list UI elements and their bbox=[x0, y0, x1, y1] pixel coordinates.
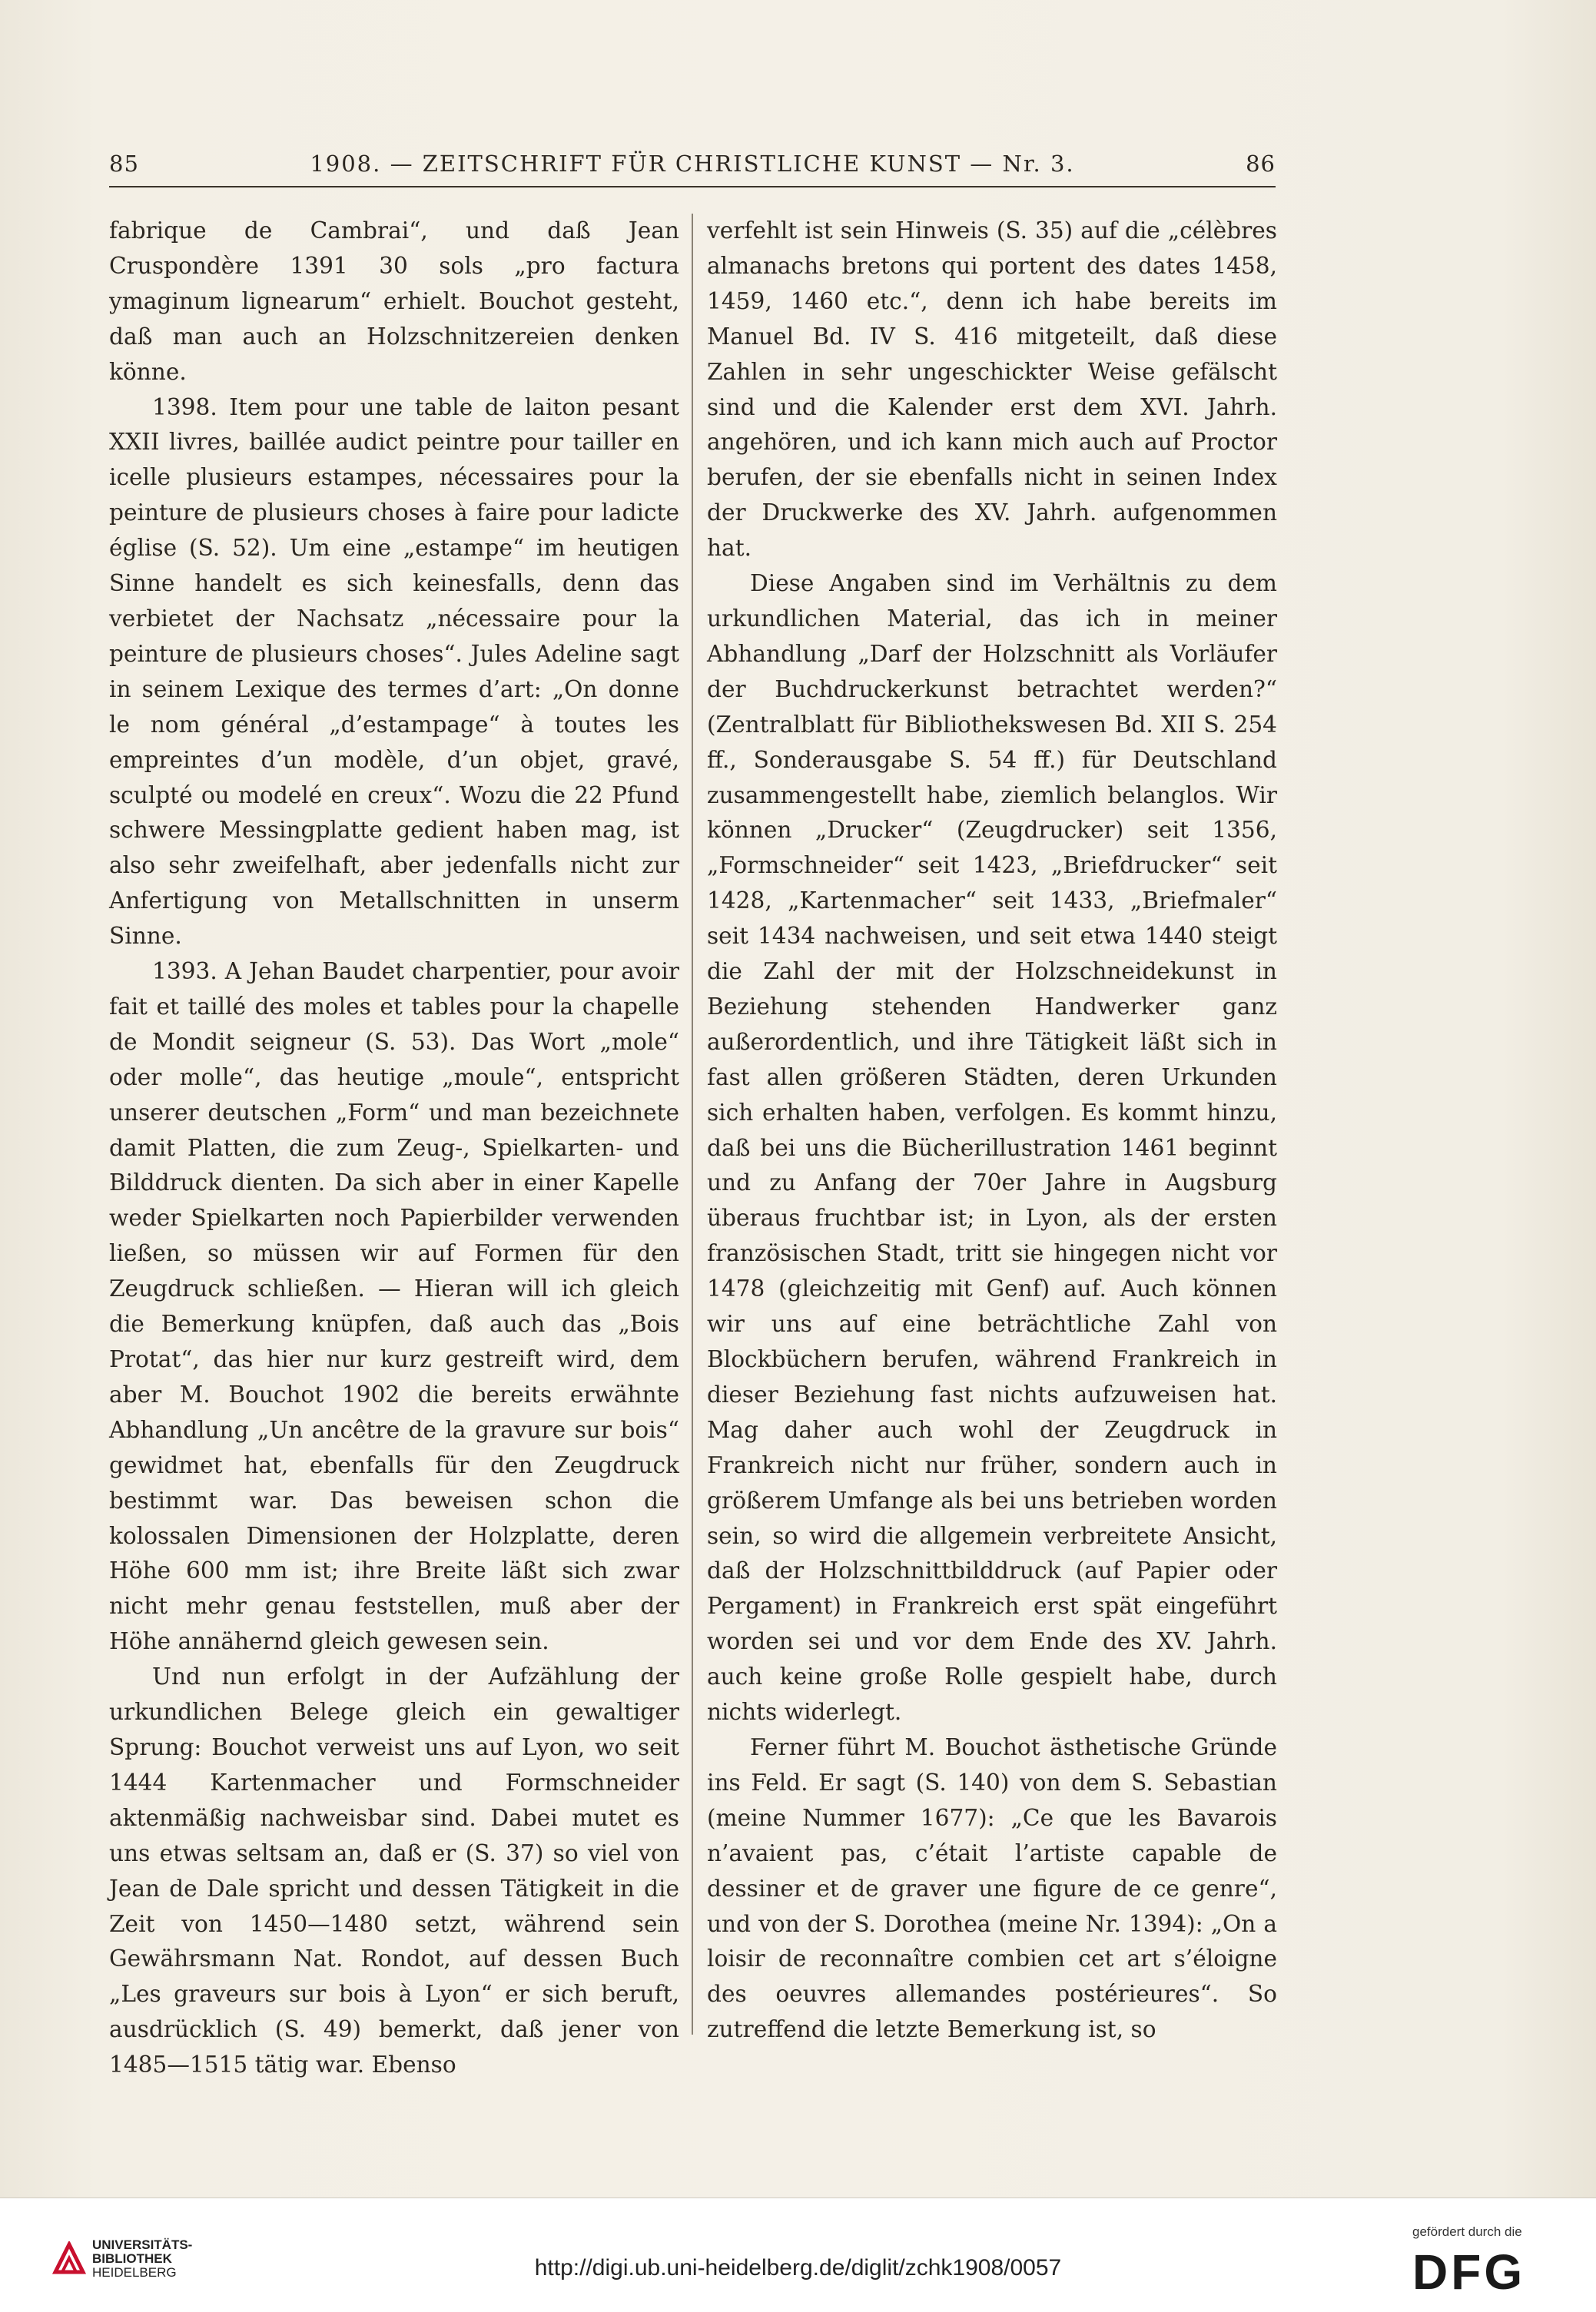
dfg-logo: DFG bbox=[1412, 2244, 1526, 2300]
page-number-right: 86 bbox=[1246, 151, 1276, 177]
paragraph: Und nun erfolgt in der Aufzählung der urkundlichen Belege gleich ein gewaltiger Sprung: Bouchot verweist uns auf Lyon, wo seit 1444 Kartenmacher und Formschneider aktenmäßig nachweisbar sind. Dabei mutet es uns etwas seltsam an, daß er (S. 37) so viel von Jean de Dale spricht und dessen Tätigkeit in die Zeit von 1450—1480 setzt, während sein Gewährsmann Nat. Rondot, auf dessen Buch „Les graveurs sur bois à Lyon“ er sich beruft, ausdrücklich (S. 49) bemerkt, daß jener von 1485—1515 tätig war. Ebenso bbox=[109, 1664, 679, 2078]
text-column-right bbox=[707, 214, 1277, 2048]
paragraph: Diese Angaben sind im Verhältnis zu dem urkundlichen Material, das ich in meiner Abhandlung „Darf der Holzschnitt als Vorläufer der Buchdruckerkunst betrachtet werden?“ (Zentralblatt für Bibliothekswesen Bd. XII S. 254 ff., Sonderausgabe S. 54 ff.) für Deutschland zusammengestellt habe, ziemlich belanglos. Wir können „Drucker“ (Zeugdrucker) seit 1356, „Formschneider“ seit 1423, „Briefdrucker“ seit 1428, „Kartenmacher“ seit 1433, „Briefmaler“ seit 1434 nachweisen, und seit etwa 1440 steigt die Zahl der mit der Holzschneidekunst in Beziehung stehenden Handwerker ganz außerordentlich, und ihre Tätigkeit läßt sich in fast allen größeren Städten, deren Urkunden sich erhalten haben, verfolgen. Es kommt hinzu, daß bei uns die Bücherillustration 1461 beginnt und zu Anfang der 70er Jahre in Augsburg überaus fruchtbar ist; in Lyon, als der ersten französischen Stadt, tritt sie hingegen nicht vor 1478 (gleichzeitig mit Genf) auf. Auch können wir uns auf eine beträchtliche Zahl von Blockbüchern berufen, während Frankreich in dieser Beziehung fast nichts aufzuweisen hat. Mag daher auch wohl der Zeugdruck in Frankreich nicht nur früher, sondern auch in größerem Umfange als bei uns betrieben worden sein, so wird die allgemein verbreitete Ansicht, daß der Holzschnittbilddruck (auf Papier oder Pergament) in Frankreich erst spät eingeführt worden sei und vor dem Ende des XV. Jahrh. auch keine große Rolle gespielt habe, durch nichts widerlegt. bbox=[707, 570, 1277, 1726]
text-column-left bbox=[109, 214, 679, 2083]
paragraph: verfehlt ist sein Hinweis (S. 35) auf die „célèbres almanachs bretons qui portent des dates 1458, 1459, 1460 etc.“, denn ich habe bereits im Manuel Bd. IV S. 416 mitgeteilt, daß diese Zahlen in sehr ungeschickter Weise gefälscht sind und die Kalender erst dem XVI. Jahrh. angehören, und ich kann mich auch auf Proctor berufen, der sie ebenfalls nicht in seinen Index der Druckwerke des XV. Jahrh. aufgenommen hat. bbox=[707, 217, 1277, 562]
paragraph: fabrique de Cambrai“, und daß Jean Cruspondère 1391 30 sols „pro factura ymaginum lignearum“ erhielt. Bouchot gesteht, daß man auch an Holzschnitzereien denken könne. bbox=[109, 217, 679, 385]
page-number-left: 85 bbox=[109, 151, 139, 177]
paragraph: Ferner führt M. Bouchot ästhetische Gründe ins Feld. Er sagt (S. 140) von dem S. Sebastian (meine Nummer 1677): „Ce que les Bavarois n’avaient pas, c’était l’artiste capable de dessiner et de graver une figure de ce genre“, und von der S. Dorothea (meine Nr. 1394): „On a loisir de reconnaître combien cet art s’éloigne des oeuvres allemandes postérieures“. So zutreffend die letzte Bemerkung ist, so bbox=[707, 1733, 1277, 2043]
viewer-footer bbox=[0, 2198, 1596, 2312]
library-name-line: HEIDELBERG bbox=[92, 2265, 177, 2280]
library-name-line: BIBLIOTHEK bbox=[92, 2251, 172, 2266]
running-title: 1908. — ZEITSCHRIFT FÜR CHRISTLICHE KUNST — Nr. 3. bbox=[310, 151, 1075, 177]
funding-label: gefördert durch die bbox=[1412, 2224, 1522, 2239]
library-name-line: UNIVERSITÄTS- bbox=[92, 2237, 193, 2252]
header-rule bbox=[109, 186, 1276, 187]
column-divider bbox=[692, 214, 693, 2035]
running-header bbox=[109, 146, 1276, 184]
permalink-url[interactable]: http://digi.ub.uni-heidelberg.de/diglit/zchk1908/0057 bbox=[534, 2255, 1062, 2280]
paragraph: 1393. A Jehan Baudet charpentier, pour avoir fait et taillé des moles et tables pour la chapelle de Mondit seigneur (S. 53). Das Wort „mole“ oder molle“, das heutige „moule“, entspricht unserer deutschen „Form“ und man bezeichnete damit Platten, die zum Zeug-, Spielkarten- und Bilddruck dienten. Da sich aber in einer Kapelle weder Spielkarten noch Papierbilder verwenden ließen, so müssen wir auf Formen für den Zeugdruck schließen. — Hieran will ich gleich die Bemerkung knüpfen, daß auch das „Bois Protat“, das hier nur kurz gestreift wird, dem aber M. Bouchot 1902 die bereits erwähnte Abhandlung „Un ancêtre de la gravure sur bois“ gewidmet hat, ebenfalls für den Zeugdruck bestimmt war. Das beweisen schon die kolossalen Dimensionen der Holzplatte, deren Höhe 600 mm ist; ihre Breite läßt sich zwar nicht mehr genau feststellen, muß aber der Höhe annähernd gleich gewesen sein. bbox=[109, 958, 679, 1655]
paragraph: 1398. Item pour une table de laiton pesant XXII livres, baillée audict peintre pour tailler en icelle plusieurs estampes, nécessaires pour la peinture de plusieurs choses à faire pour ladicte église (S. 52). Um eine „estampe“ im heutigen Sinne handelt es sich keinesfalls, denn das verbietet der Nachsatz „nécessaire pour la peinture de plusieurs choses“. Jules Adeline sagt in seinem Lexique des termes d’art: „On donne le nom général „d’estampage“ à toutes les empreintes d’un modèle, d’un objet, gravé, sculpté ou modelé en creux“. Wozu die 22 Pfund schwere Messingplatte gedient haben mag, ist also sehr zweifelhaft, aber jedenfalls nicht zur Anfertigung von Metallschnitten in unserm Sinne. bbox=[109, 393, 679, 950]
